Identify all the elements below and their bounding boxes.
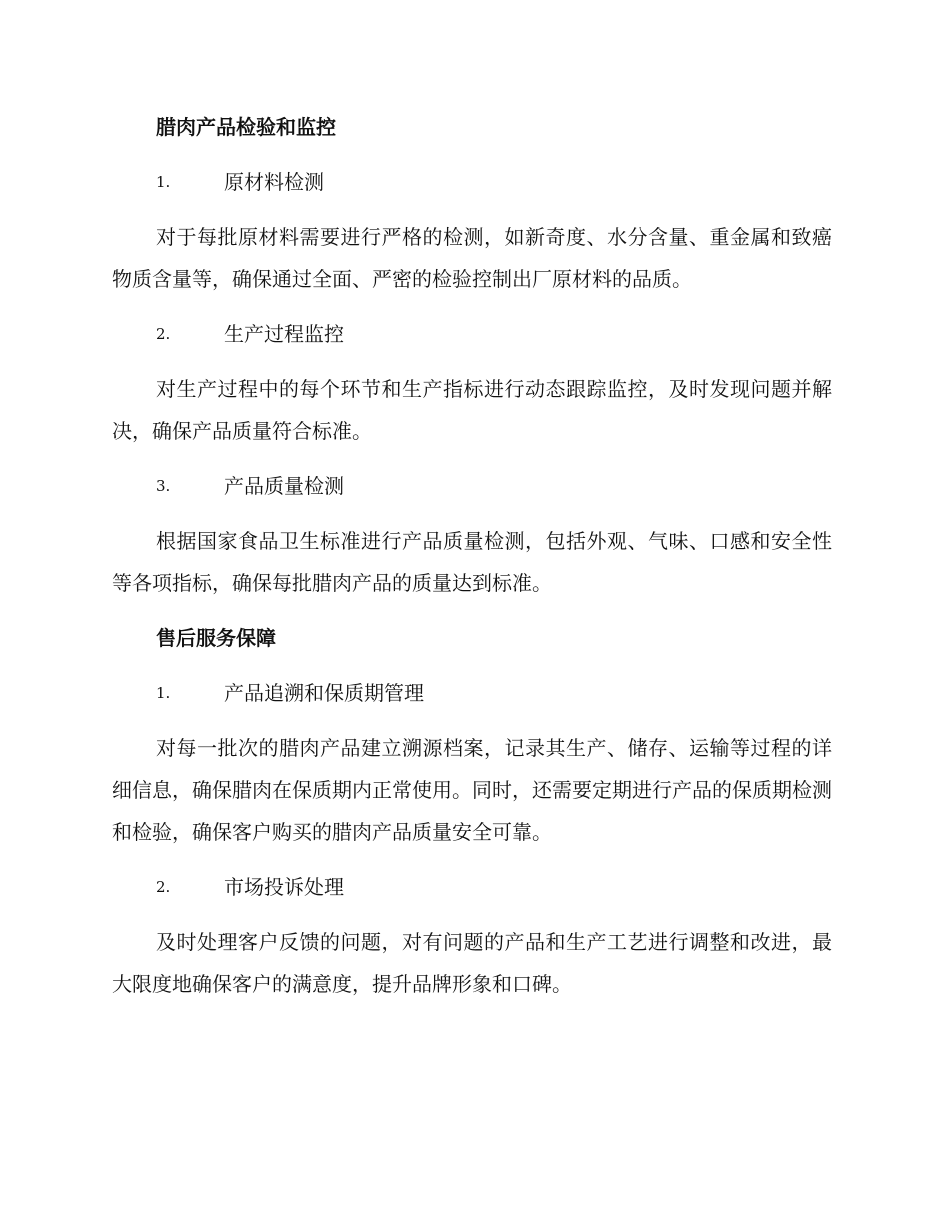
list-number: 2. [156, 878, 171, 896]
list-number: 1. [156, 684, 171, 702]
list-number: 3. [156, 477, 171, 495]
list-label: 产品质量检测 [224, 474, 344, 498]
paragraph-traceability: 对每一批次的腊肉产品建立溯源档案，记录其生产、储存、运输等过程的详细信息，确保腊肉在保质期内正常使用。同时，还需要定期进行产品的保质期检测和检验，确保客户购买的腊肉产品质量安全可靠。 [112, 736, 832, 844]
list-label: 产品追溯和保质期管理 [224, 681, 424, 705]
list-label: 市场投诉处理 [224, 875, 344, 899]
section-heading-inspection: 腊肉产品检验和监控 [156, 115, 336, 139]
section-heading-after-sales: 售后服务保障 [156, 626, 276, 650]
paragraph-raw-material: 对于每批原材料需要进行严格的检测，如新奇度、水分含量、重金属和致癌物质含量等，确保通过全面、严密的检验控制出厂原材料的品质。 [112, 225, 832, 291]
paragraph-quality-testing: 根据国家食品卫生标准进行产品质量检测，包括外观、气味、口感和安全性等各项指标，确保每批腊肉产品的质量达到标准。 [112, 529, 832, 595]
list-label: 生产过程监控 [224, 322, 344, 346]
list-number: 2. [156, 325, 171, 343]
paragraph-complaints: 及时处理客户反馈的问题，对有问题的产品和生产工艺进行调整和改进，最大限度地确保客户的满意度，提升品牌形象和口碑。 [112, 930, 832, 996]
list-number: 1. [156, 173, 171, 191]
paragraph-production-monitoring: 对生产过程中的每个环节和生产指标进行动态跟踪监控，及时发现问题并解决，确保产品质量符合标准。 [112, 377, 832, 443]
list-label: 原材料检测 [224, 170, 324, 194]
